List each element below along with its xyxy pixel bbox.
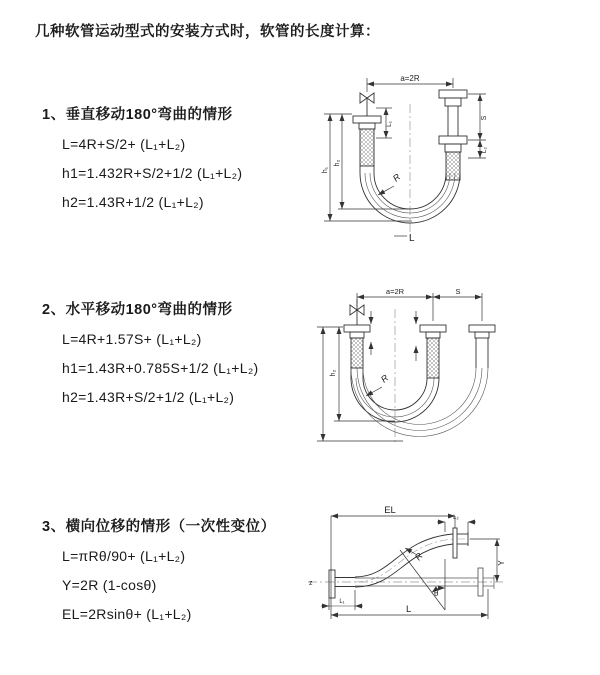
section-1	[42, 105, 242, 212]
middle-flange	[420, 325, 446, 378]
formula-y: Y=2R (1-cosθ)	[62, 577, 157, 593]
dim-label-a2r: a=2R	[385, 287, 405, 296]
formula-h1: h1=1.43R+0.785S+1/2 (L₁+L₂)	[62, 360, 259, 376]
left-flange	[344, 325, 370, 368]
section-2-heading: 2、水平移动180°弯曲的情形	[42, 302, 233, 318]
dim-label-s: S	[481, 115, 488, 121]
section-3-heading: 3、横向位移的情形（一次性变位）	[42, 519, 276, 535]
diagram-horizontal-180-bend	[308, 283, 592, 465]
dim-label-h2: h₂	[330, 369, 337, 377]
dim-label-el: EL	[384, 505, 396, 516]
dim-label-h1: h₁	[322, 166, 329, 174]
dim-label-l2: L₂	[481, 146, 488, 154]
diagram1-labels	[322, 74, 488, 244]
dim-label-h2: h₂	[334, 159, 341, 167]
radius-label: R	[378, 372, 391, 385]
section-2	[42, 300, 259, 407]
axis-mark: z	[309, 580, 313, 587]
formula-length: L=4R+1.57S+ (L₁+L₂)	[62, 331, 202, 347]
left-flange	[329, 570, 355, 598]
radius-label: R	[412, 550, 425, 563]
section-3	[42, 517, 276, 624]
dim-label-y: Y	[497, 560, 506, 566]
right-flange	[439, 90, 467, 180]
diagram-vertical-180-bend	[312, 68, 582, 263]
radius-label: R	[390, 171, 403, 184]
page-title: 几种软管运动型式的安装方式时，软管的长度计算：	[35, 24, 380, 40]
dim-label-l: L	[406, 604, 412, 615]
dim-label-s: S	[455, 287, 461, 296]
left-flange	[353, 116, 381, 166]
angle-label: θ	[434, 589, 439, 598]
formula-h2: h2=1.43R+1/2 (L₁+L₂)	[62, 194, 204, 210]
hose-moved	[351, 368, 488, 437]
section-1-heading: 1、垂直移动180°弯曲的情形	[42, 107, 233, 123]
formula-length: L=4R+S/2+ (L₁+L₂)	[62, 136, 186, 152]
formula-length: L=πRθ/90+ (L₁+L₂)	[62, 548, 186, 564]
valve-icon	[360, 93, 374, 116]
valve-icon	[350, 299, 364, 325]
dim-label-l2: L₂	[453, 515, 459, 521]
right-flange-moved	[469, 325, 495, 368]
formula-h2: h2=1.43R+S/2+1/2 (L₁+L₂)	[62, 389, 235, 405]
formula-el: EL=2Rsinθ+ (L₁+L₂)	[62, 606, 192, 622]
formula-h1: h1=1.432R+S/2+1/2 (L₁+L₂)	[62, 165, 243, 181]
dim-label-a2r: a=2R	[400, 74, 420, 83]
length-label: L	[409, 233, 415, 244]
diagram-lateral-displacement	[298, 503, 594, 653]
dim-label-l1: L₁	[386, 121, 393, 127]
diagram1-linework	[324, 78, 486, 238]
dim-label-l1: L₁	[339, 599, 345, 605]
diagram2-linework	[317, 293, 495, 445]
